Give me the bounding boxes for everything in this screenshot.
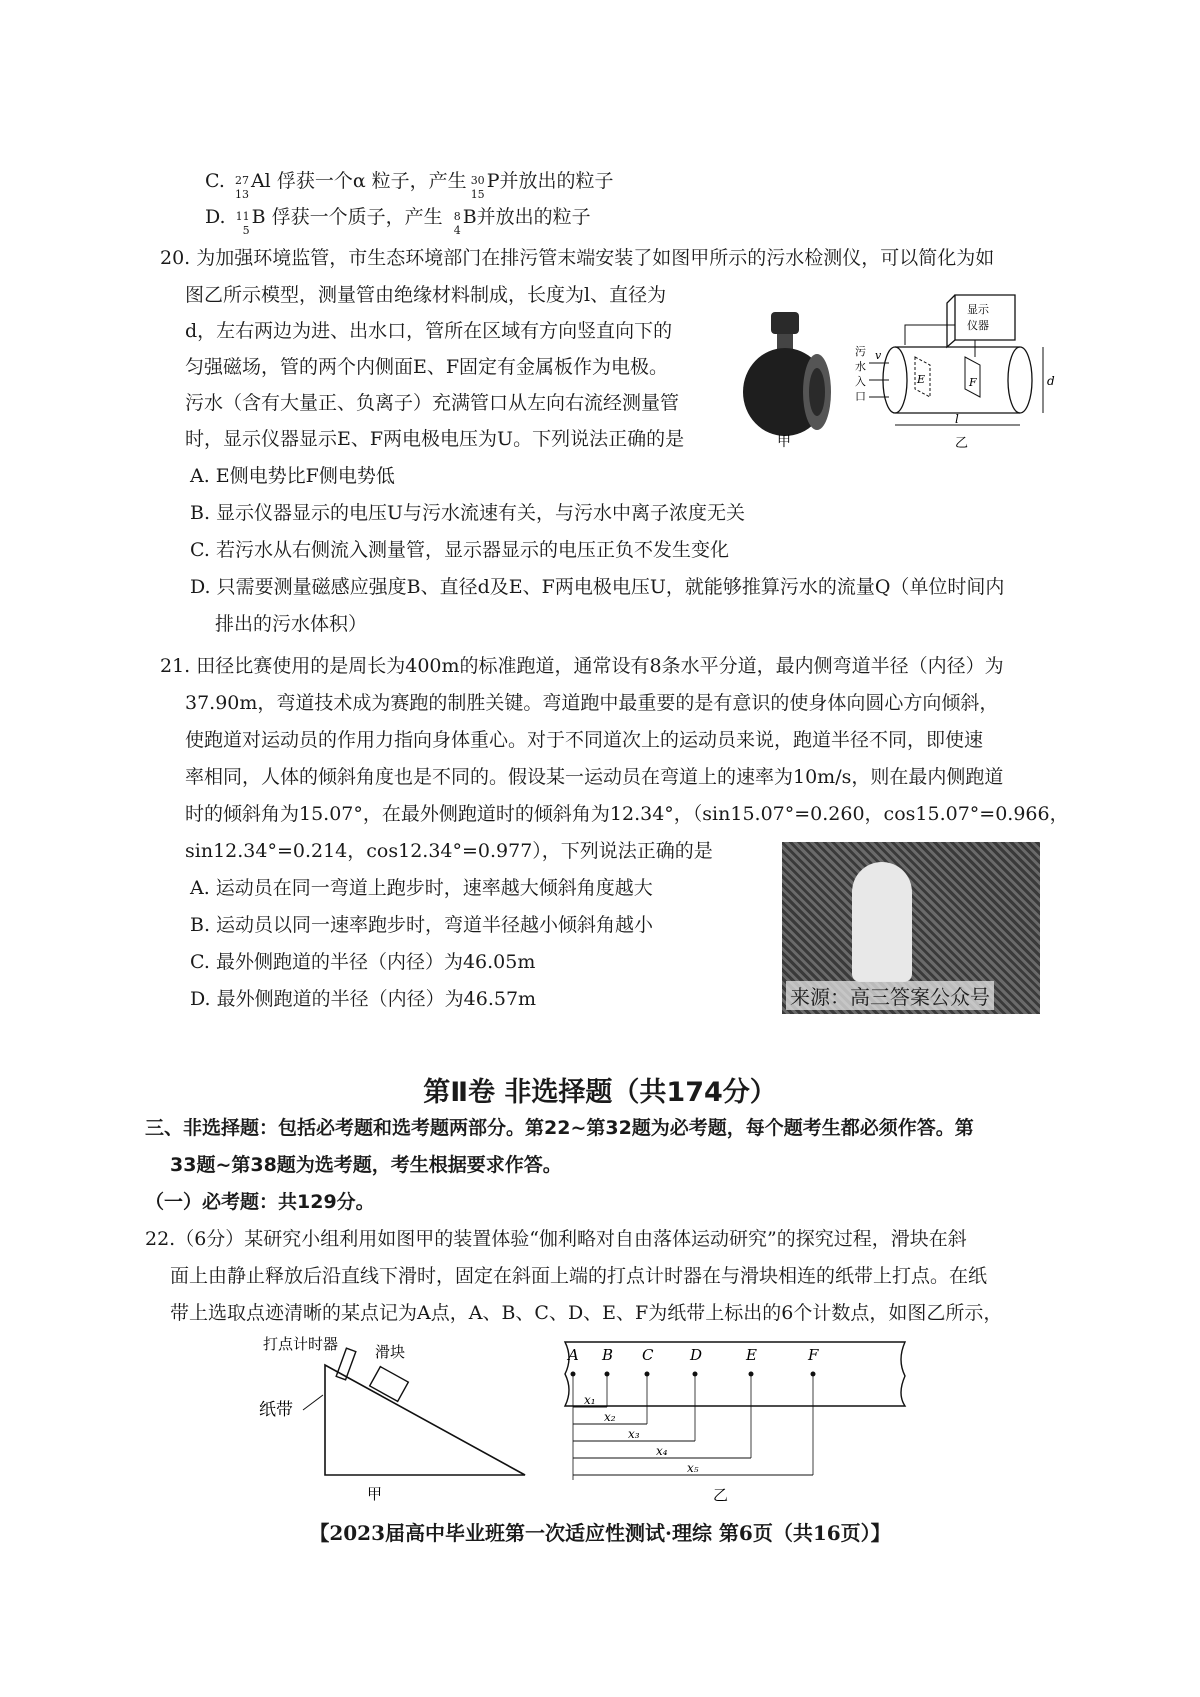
q21-option-d: D. 最外侧跑道的半径（内径）为46.57m — [190, 988, 537, 1010]
q21-option-a: A. 运动员在同一弯道上跑步时，速率越大倾斜角度越大 — [190, 877, 653, 899]
q19-option-c — [205, 168, 614, 201]
runner-photo — [782, 842, 1040, 1014]
q21-stem-line: 率相同，人体的倾斜角度也是不同的。假设某一运动员在弯道上的速率为10m/s，则在最内侧跑道 — [185, 766, 1004, 788]
q22-stem-line: 22.（6分）某研究小组利用如图甲的装置体验“伽利略对自由落体运动研究”的探究过程，滑块在斜 — [145, 1228, 967, 1250]
mass-number: 30 — [470, 174, 485, 187]
tape-pointer — [303, 1395, 323, 1410]
distance-label: x₂ — [604, 1410, 616, 1424]
meter-head — [771, 312, 799, 334]
tape-point-label: B — [602, 1346, 614, 1364]
tape-strip — [565, 1342, 905, 1406]
q22-stem-line: 带上选取点迹清晰的某点记为A点，A、B、C、D、E、F为纸带上标出的6个计数点，如图乙所示， — [170, 1302, 1003, 1324]
fig-label-yi: 乙 — [955, 436, 969, 451]
q20-stem-line: 图乙所示模型，测量管由绝缘材料制成，长度为l、直径为 — [185, 284, 667, 306]
q21-option-b: B. 运动员以同一速率跑步时，弯道半径越小倾斜角越小 — [190, 914, 654, 936]
distance-label: x₄ — [656, 1444, 668, 1458]
option-letter: D. — [205, 206, 226, 228]
pipe-outlet — [1008, 347, 1032, 413]
nuclide-p — [467, 172, 487, 201]
q19-option-d — [205, 204, 591, 237]
slider-block — [370, 1367, 409, 1402]
label-f: F — [969, 376, 977, 389]
q21-option-c: C. 最外侧跑道的半径（内径）为46.05m — [190, 951, 536, 973]
mass-number: 8 — [453, 210, 461, 223]
pipe-model-diagram — [855, 285, 1065, 455]
display-box — [955, 295, 1015, 340]
q21-stem-line: 37.90m，弯道技术成为赛跑的制胜关键。弯道跑中最重要的是有意识的使身体向圆心方向倾斜， — [185, 692, 999, 714]
fig-label-yi: 乙 — [713, 1486, 729, 1504]
q20-stem-line: 时，显示仪器显示E、F两电极电压为U。下列说法正确的是 — [185, 428, 685, 450]
fig-label-jia: 甲 — [777, 434, 791, 450]
atomic-number: 13 — [234, 188, 249, 201]
flowmeter-photo — [735, 300, 855, 450]
element-symbol: B — [462, 206, 477, 228]
meter-pipe-hole — [809, 368, 825, 416]
element-symbol: B — [251, 206, 266, 228]
page-footer: 【2023届高中毕业班第一次适应性测试·理综 第6页（共16页）】 — [309, 1521, 891, 1545]
mass-number: 27 — [234, 174, 249, 187]
q22-stem-line: 面上由静止释放后沿直线下滑时，固定在斜面上端的打点计时器在与滑块相连的纸带上打点。在纸 — [170, 1265, 988, 1287]
incline-diagram — [255, 1335, 545, 1505]
q20-stem-line: 20. 为加强环境监管，市生态环境部门在排污管末端安装了如图甲所示的污水检测仪，可以简化为如 — [160, 247, 995, 269]
part3-line: 三、非选择题：包括必考题和选考题两部分。第22~第32题为必考题，每个题考生都必须作答。第 — [145, 1117, 974, 1139]
q21-stem-line: 时的倾斜角为15.07°，在最外侧跑道时的倾斜角为12.34°，（sin15.07°=0.260，cos15.07°=0.966， — [185, 803, 1069, 825]
q20-stem-line: 污水（含有大量正、负离子）充满管口从左向右流经测量管 — [185, 392, 680, 414]
tape-point-label: C — [642, 1346, 654, 1364]
q20-option-a: A. E侧电势比F侧电势低 — [190, 465, 395, 487]
part3-line: 33题~第38题为选考题，考生根据要求作答。 — [170, 1154, 562, 1176]
atomic-number: 4 — [453, 224, 461, 237]
display-label: 显示 — [967, 303, 989, 316]
option-text: 并放出的粒子 — [476, 206, 591, 228]
option-text: 俘获一个质子，产生 — [271, 206, 443, 228]
option-text: 并放出的粒子 — [499, 170, 614, 192]
inlet-label-1: 污 — [855, 345, 866, 358]
display-box-side — [947, 295, 955, 347]
section-title: 第Ⅱ卷 非选择题（共174分） — [423, 1077, 777, 1108]
q20-option-b: B. 显示仪器显示的电压U与污水流速有关，与污水中离子浓度无关 — [190, 502, 746, 524]
fig-label-jia: 甲 — [367, 1485, 383, 1503]
q21-stem-line: 使跑道对运动员的作用力指向身体重心。对于不同道次上的运动员来说，跑道半径不同，即使速 — [185, 729, 984, 751]
nuclide-b11 — [232, 208, 252, 237]
nuclide-b8 — [443, 208, 463, 237]
timer-label: 打点计时器 — [263, 1335, 339, 1353]
option-letter: C. — [205, 170, 225, 192]
paper-tape-diagram — [555, 1330, 920, 1505]
tape-point-label: D — [690, 1346, 703, 1364]
atomic-number: 15 — [470, 188, 485, 201]
distance-label: x₁ — [584, 1393, 596, 1407]
element-symbol: Al — [250, 170, 271, 192]
nuclide-al — [231, 172, 251, 201]
label-v: v — [875, 349, 882, 362]
q21-stem-line: sin12.34°=0.214，cos12.34°=0.977），下列说法正确的是 — [185, 840, 713, 862]
element-symbol: P — [486, 170, 500, 192]
label-l: l — [955, 412, 959, 426]
runner-figure — [852, 862, 912, 982]
slider-label: 滑块 — [375, 1343, 406, 1361]
option-text: 俘获一个α 粒子，产生 — [276, 170, 467, 192]
inlet-label-3: 入 — [855, 375, 866, 388]
inlet-label-2: 水 — [855, 360, 866, 373]
label-e: E — [917, 373, 926, 386]
q20-option-d-cont: 排出的污水体积） — [215, 613, 368, 635]
required-heading: （一）必考题：共129分。 — [145, 1191, 375, 1213]
tape-point-label: F — [808, 1346, 819, 1364]
meter-neck — [777, 334, 793, 350]
tape-points — [566, 1346, 819, 1480]
photo-caption: 来源：高三答案公众号 — [786, 981, 994, 1010]
q20-option-c: C. 若污水从右侧流入测量管，显示器显示的电压正负不发生变化 — [190, 539, 729, 561]
mass-number: 11 — [235, 210, 250, 223]
label-d: d — [1047, 374, 1055, 388]
q20-option-d: D. 只需要测量磁感应强度B、直径d及E、F两电极电压U，就能够推算污水的流量Q（单位时间内 — [190, 576, 1005, 598]
distance-label: x₃ — [628, 1427, 640, 1441]
q21-stem-line: 21. 田径比赛使用的是周长为400m的标准跑道，通常设有8条水平分道，最内侧弯道半径（内径）为 — [160, 655, 1004, 677]
atomic-number: 5 — [242, 224, 250, 237]
tape-point-label: E — [746, 1346, 757, 1364]
q20-stem-line: 匀强磁场，管的两个内侧面E、F固定有金属板作为电极。 — [185, 356, 669, 378]
distance-label: x₅ — [687, 1461, 699, 1475]
tape-point-label: A — [568, 1346, 579, 1364]
q20-stem-line: d，左右两边为进、出水口，管所在区域有方向竖直向下的 — [185, 320, 673, 342]
tape-label: 纸带 — [259, 1400, 293, 1420]
timer-device — [336, 1348, 356, 1380]
display-label-2: 仪器 — [967, 319, 989, 332]
inlet-label-4: 口 — [855, 390, 866, 403]
incline-triangle — [325, 1365, 525, 1475]
